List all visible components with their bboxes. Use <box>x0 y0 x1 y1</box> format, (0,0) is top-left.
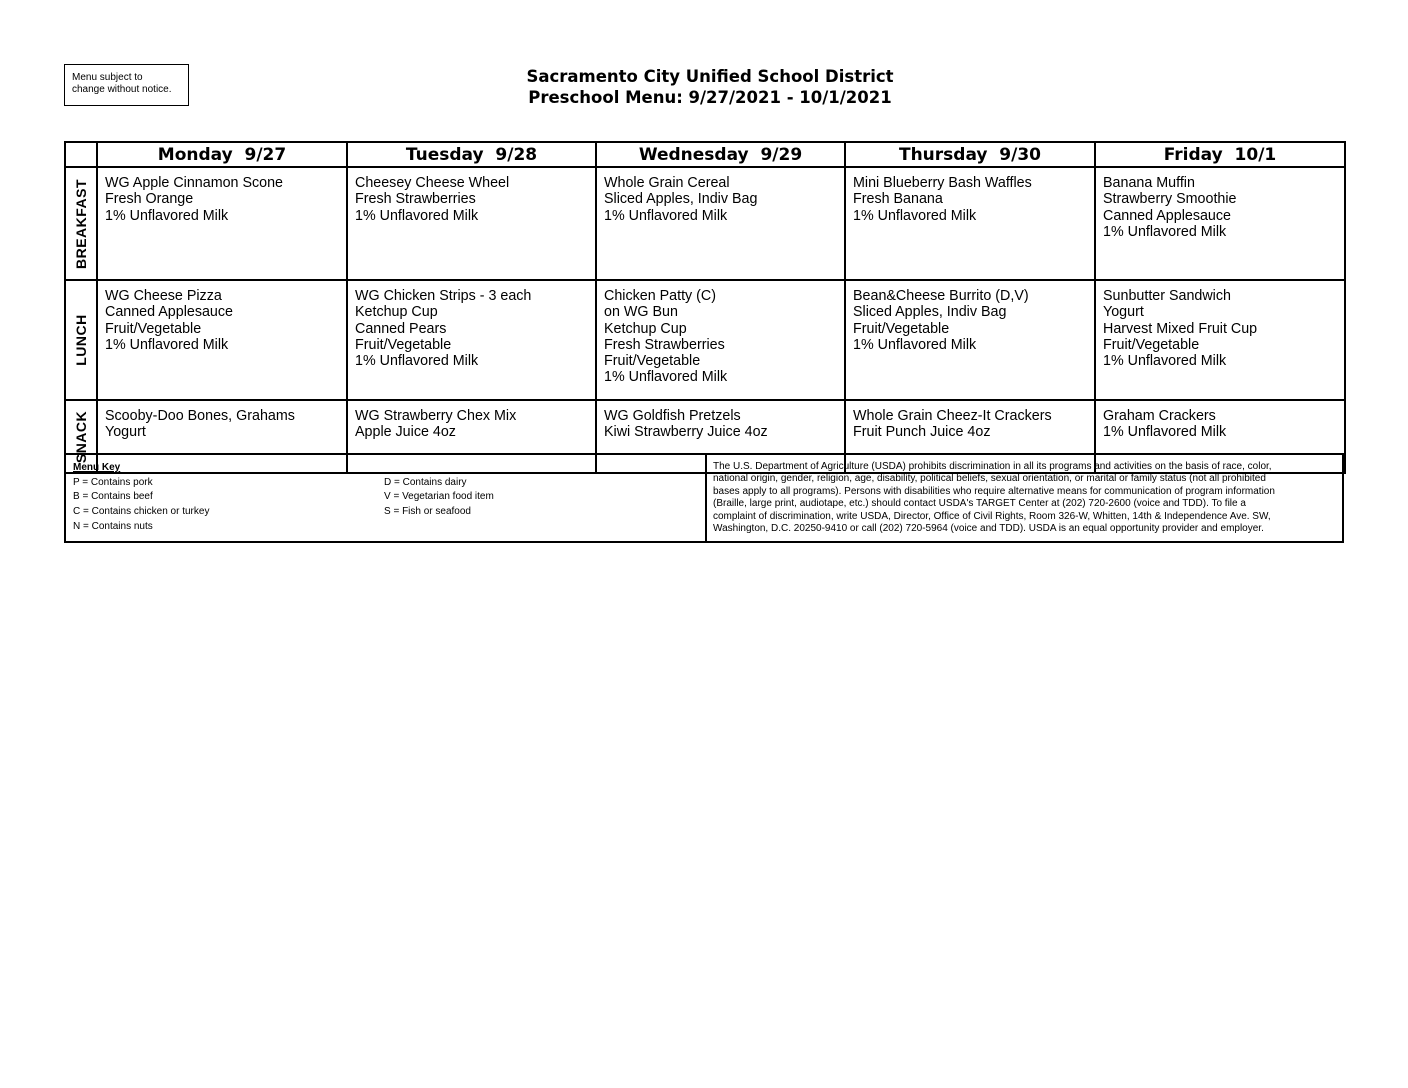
day-header: Friday 10/1 <box>1095 142 1345 167</box>
menu-item: Fruit/Vegetable <box>1103 336 1200 353</box>
menu-cell <box>97 167 347 280</box>
menu-cell <box>845 280 1095 400</box>
menu-key-title: Menu Key <box>73 462 121 473</box>
menu-item: Kiwi Strawberry Juice 4oz <box>604 424 768 441</box>
menu-item: Sunbutter Sandwich <box>1103 288 1231 304</box>
key-fish: S = Fish or seafood <box>384 506 471 517</box>
menu-item: WG Chicken Strips - 3 each <box>355 288 532 304</box>
usda-line: complaint of discrimination, write USDA, Director, Office of Civil Rights, Room 326-W, Whitten, 14th & Independence Ave. SW, <box>713 510 1271 522</box>
menu-item: Sliced Apples, Indiv Bag <box>604 191 758 208</box>
menu-item: Harvest Mixed Fruit Cup <box>1103 320 1258 337</box>
menu-item: Mini Blueberry Bash Waffles <box>853 175 1032 191</box>
meal-row-lunch <box>65 280 1345 400</box>
menu-item: Whole Grain Cheez-It Crackers <box>853 408 1052 424</box>
menu-item: Fruit/Vegetable <box>105 320 202 337</box>
menu-cell <box>97 280 347 400</box>
menu-item: Fresh Strawberries <box>355 191 476 208</box>
menu-item: 1% Unflavored Milk <box>1103 223 1227 240</box>
key-pork: P = Contains pork <box>73 477 153 488</box>
page-title <box>410 66 1010 108</box>
menu-item: Cheesey Cheese Wheel <box>355 175 510 191</box>
menu-table <box>64 141 1346 474</box>
menu-item: 1% Unflavored Milk <box>604 207 728 224</box>
menu-item: 1% Unflavored Milk <box>853 336 977 353</box>
menu-cell <box>347 280 596 400</box>
usda-line: Washington, D.C. 20250-9410 or call (202) 720-5964 (voice and TDD). USDA is an equal opportunity provider and employer. <box>713 523 1264 535</box>
menu-item: Fruit Punch Juice 4oz <box>853 424 991 441</box>
menu-item: Strawberry Smoothie <box>1103 191 1237 208</box>
day-header: Tuesday 9/28 <box>347 142 596 167</box>
usda-line: bases apply to all programs). Persons with disabilities who require alternative means for communication of program information <box>713 485 1275 497</box>
menu-cell <box>347 167 596 280</box>
meal-label-cell <box>65 280 97 400</box>
meal-row-breakfast <box>65 167 1345 280</box>
footer <box>64 453 1344 543</box>
menu-item: Fruit/Vegetable <box>604 353 701 370</box>
key-chicken: C = Contains chicken or turkey <box>73 506 210 517</box>
menu-week-title: Preschool Menu: 9/27/2021 - 10/1/2021 <box>528 88 892 107</box>
menu-item: WG Goldfish Pretzels <box>604 408 741 424</box>
meal-label: SNACK <box>73 410 89 463</box>
menu-item: Fresh Strawberries <box>604 336 725 353</box>
usda-line: The U.S. Department of Agriculture (USDA) prohibits discrimination in all its programs and activities on the basis of race, color, <box>713 461 1272 472</box>
corner-cell <box>65 142 97 167</box>
menu-item: 1% Unflavored Milk <box>355 207 479 224</box>
footer-divider <box>705 455 707 541</box>
menu-item: Ketchup Cup <box>604 320 687 337</box>
menu-item: Bean&Cheese Burrito (D,V) <box>853 288 1029 304</box>
key-dairy: D = Contains dairy <box>384 477 467 488</box>
menu-item: Fruit/Vegetable <box>355 336 452 353</box>
menu-item: WG Strawberry Chex Mix <box>355 408 517 424</box>
menu-item: 1% Unflavored Milk <box>105 336 229 353</box>
usda-line: (Braille, large print, audiotape, etc.) should contact USDA's TARGET Center at (202) 720-2600 (voice and TDD). To file a <box>713 498 1246 510</box>
menu-item: Fruit/Vegetable <box>853 320 950 337</box>
menu-item: Fresh Banana <box>853 191 943 208</box>
notice-box <box>64 64 189 106</box>
menu-item: 1% Unflavored Milk <box>1103 424 1227 441</box>
menu-item: on WG Bun <box>604 304 678 321</box>
menu-item: Chicken Patty (C) <box>604 288 717 304</box>
menu-cell <box>1095 280 1345 400</box>
usda-statement <box>713 461 1331 535</box>
meal-label: LUNCH <box>73 314 89 366</box>
menu-cell <box>596 280 845 400</box>
menu-item: 1% Unflavored Milk <box>355 353 479 370</box>
menu-item: 1% Unflavored Milk <box>1103 353 1227 370</box>
menu-item: Apple Juice 4oz <box>355 424 456 441</box>
meal-label-cell <box>65 167 97 280</box>
day-header: Monday 9/27 <box>97 142 347 167</box>
menu-item: Whole Grain Cereal <box>604 175 730 191</box>
menu-item: Graham Crackers <box>1103 408 1216 424</box>
meal-label: BREAKFAST <box>73 178 89 269</box>
menu-item: WG Apple Cinnamon Scone <box>105 175 284 191</box>
menu-item: Banana Muffin <box>1103 175 1195 191</box>
menu-item: 1% Unflavored Milk <box>853 207 977 224</box>
key-vegetarian: V = Vegetarian food item <box>384 491 494 502</box>
menu-item: Canned Applesauce <box>105 304 233 321</box>
menu-cell <box>845 167 1095 280</box>
day-header: Thursday 9/30 <box>845 142 1095 167</box>
menu-item: WG Cheese Pizza <box>105 288 222 304</box>
usda-line: national origin, gender, religion, age, disability, political beliefs, sexual orientation, or marital or family status (not all prohibited <box>713 473 1266 485</box>
menu-item: Canned Pears <box>355 320 447 337</box>
menu-item: Ketchup Cup <box>355 304 438 321</box>
menu-item: Scooby-Doo Bones, Grahams <box>105 408 295 424</box>
notice-line-1: Menu subject to <box>72 72 143 83</box>
menu-item: 1% Unflavored Milk <box>604 369 728 386</box>
day-header-row <box>65 142 1345 167</box>
key-nuts: N = Contains nuts <box>73 521 153 532</box>
menu-item: Fresh Orange <box>105 191 194 208</box>
menu-cell <box>1095 167 1345 280</box>
day-header: Wednesday 9/29 <box>596 142 845 167</box>
notice-line-2: change without notice. <box>72 84 172 95</box>
district-title: Sacramento City Unified School District <box>526 67 894 86</box>
menu-cell <box>596 167 845 280</box>
menu-item: 1% Unflavored Milk <box>105 207 229 224</box>
key-beef: B = Contains beef <box>73 491 153 502</box>
menu-item: Canned Applesauce <box>1103 207 1231 224</box>
menu-item: Sliced Apples, Indiv Bag <box>853 304 1007 321</box>
menu-item: Yogurt <box>105 424 146 441</box>
menu-item: Yogurt <box>1103 304 1144 321</box>
